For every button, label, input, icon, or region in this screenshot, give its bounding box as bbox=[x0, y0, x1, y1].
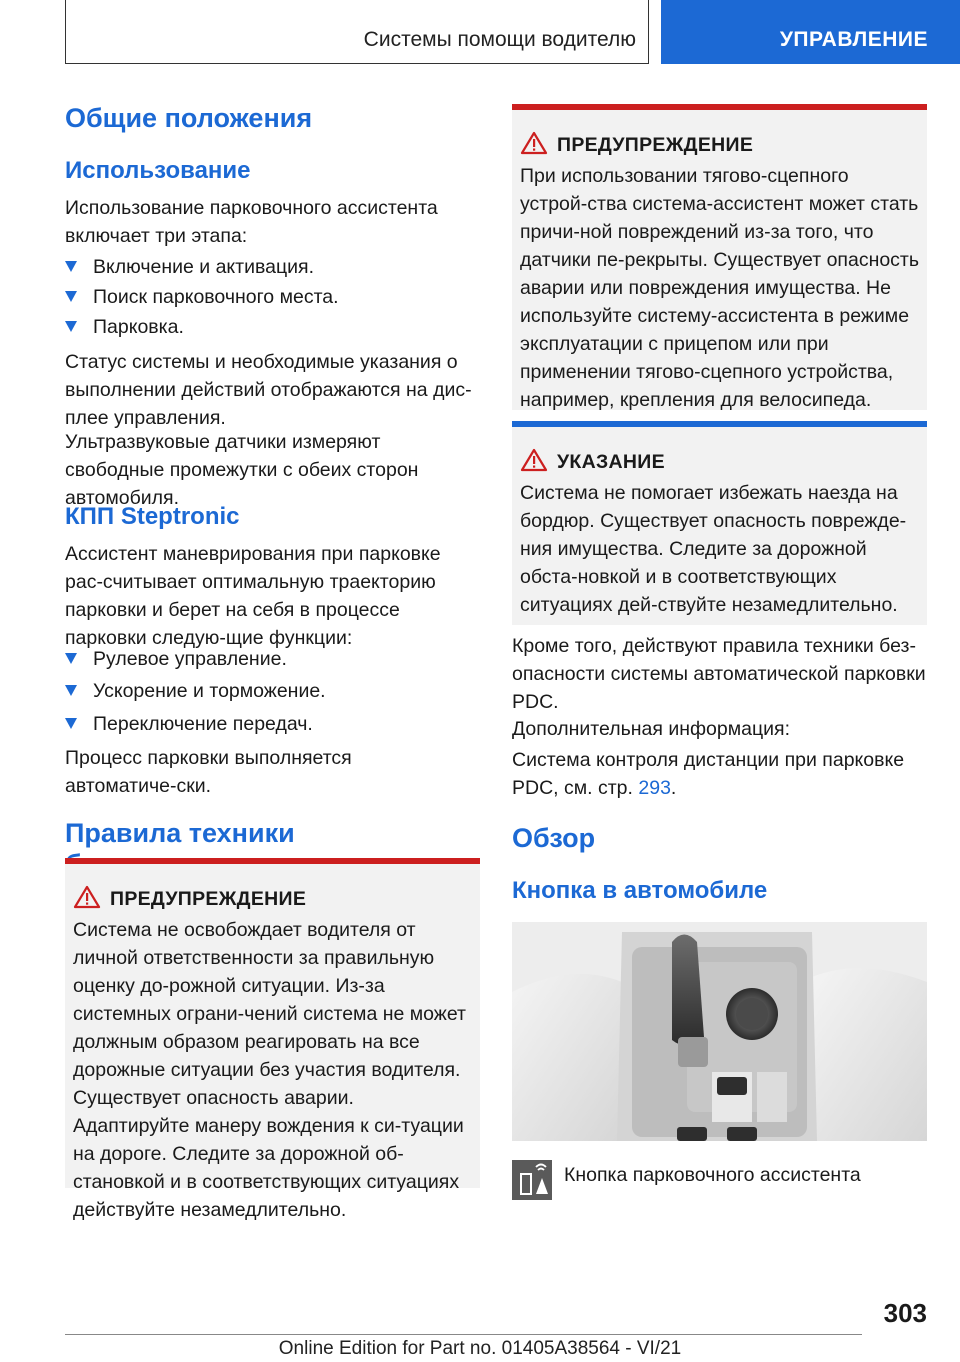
header-section-box bbox=[65, 0, 649, 64]
more-info-label: Дополнительная информация: bbox=[512, 718, 791, 740]
pdc-safety-text: Кроме того, действуют правила техники без-опасности системы автоматической парковки PDC. bbox=[512, 635, 926, 713]
usage-status-text: Статус системы и необходимые указания о выполнении действий отображаются на дис-плее управления. bbox=[65, 351, 472, 429]
bullet-triangle-icon bbox=[65, 291, 77, 302]
warning-triangle-icon bbox=[73, 885, 101, 909]
note-box-curb bbox=[512, 421, 927, 625]
heading-overview: Обзор bbox=[512, 823, 596, 853]
heading-safety: Правила техники bbox=[65, 818, 295, 848]
warning-box-towbar bbox=[512, 104, 927, 410]
bullet-triangle-icon bbox=[65, 321, 77, 332]
warning-triangle-icon bbox=[520, 448, 548, 472]
warning-title: ПРЕДУПРЕЖДЕНИЕ bbox=[557, 134, 754, 156]
heading-steptronic: КПП Steptronic bbox=[65, 503, 240, 530]
footer-divider bbox=[65, 1334, 862, 1335]
parking-assistant-icon bbox=[512, 1160, 552, 1200]
bullet-triangle-icon bbox=[65, 685, 77, 696]
button-caption: Кнопка парковочного ассистента bbox=[564, 1164, 861, 1186]
bullet-triangle-icon bbox=[65, 653, 77, 664]
heading-usage: Использование bbox=[65, 157, 251, 184]
warning-box-driver-responsibility bbox=[65, 858, 480, 1221]
center-console-illustration bbox=[512, 922, 927, 1141]
page-number: 303 bbox=[883, 1298, 927, 1328]
steptronic-intro: Ассистент маневрирования при парковке рас-считывает оптимальную траекторию парковки и берет на себя в процессе парковки следую-щие функции: bbox=[65, 543, 441, 649]
bullet-triangle-icon bbox=[65, 718, 77, 729]
note-text: Система не помогает избежать наезда на бордюр. Существует опасность поврежде-ния имущества. Следите за дорожной обста-новкой и в соответствующих ситуациях дей-ствуйте незамедлительно. bbox=[520, 482, 907, 616]
warning-text: При использовании тягово-сцепного устрой-ства система-ассистент может стать причи-ной повреждений из-за того, что датчики пе-рекрыты. Существует опасность аварии или повреждения имущества. Не используйте систему-ассистента в режиме эксплуатации с прицепом или при применении тягово-сцепного устройства, например, крепления для велосипеда. bbox=[520, 165, 920, 411]
heading-general: Общие положения bbox=[65, 103, 313, 133]
center-console-photo bbox=[512, 922, 927, 1141]
steptronic-auto-text: Процесс парковки выполняется автоматиче-ски. bbox=[65, 747, 352, 797]
warning-triangle-icon bbox=[520, 131, 548, 155]
footer-edition: Online Edition for Part no. 01405A38564 - VI/21 bbox=[278, 1338, 682, 1359]
warning-title: ПРЕДУПРЕЖДЕНИЕ bbox=[110, 888, 307, 910]
warning-text: Система не освобождает водителя от личной ответственности за правильную оценку до-рожной ситуации. Из-за системных ограни-чений система не может должным образом реагировать на все дорожные ситуации без участия водителя. Существует опасность аварии. Адаптируйте манеру вождения к си-туации на дороге. Следите за дорожной об-становкой и в соответствующих ситуациях действуйте незамедлительно. bbox=[73, 919, 466, 1221]
header-section-title: Системы помощи водителю bbox=[363, 28, 636, 51]
header-chapter-tab bbox=[661, 0, 960, 64]
pdc-reference: Система контроля дистанции при парковке PDC, см. стр. 293. bbox=[512, 749, 905, 799]
usage-intro: Использование парковочного ассистента включает три этапа: bbox=[65, 197, 438, 247]
bullet-triangle-icon bbox=[65, 261, 77, 272]
page-reference-link[interactable]: 293 bbox=[638, 777, 671, 799]
usage-sensors-text: Ультразвуковые датчики измеряют свободные промежутки с обеих сторон автомобиля. bbox=[65, 431, 419, 509]
header-chapter-title: УПРАВЛЕНИЕ bbox=[779, 28, 928, 51]
note-title: УКАЗАНИЕ bbox=[557, 451, 665, 473]
heading-button-in-car: Кнопка в автомобиле bbox=[512, 877, 768, 904]
